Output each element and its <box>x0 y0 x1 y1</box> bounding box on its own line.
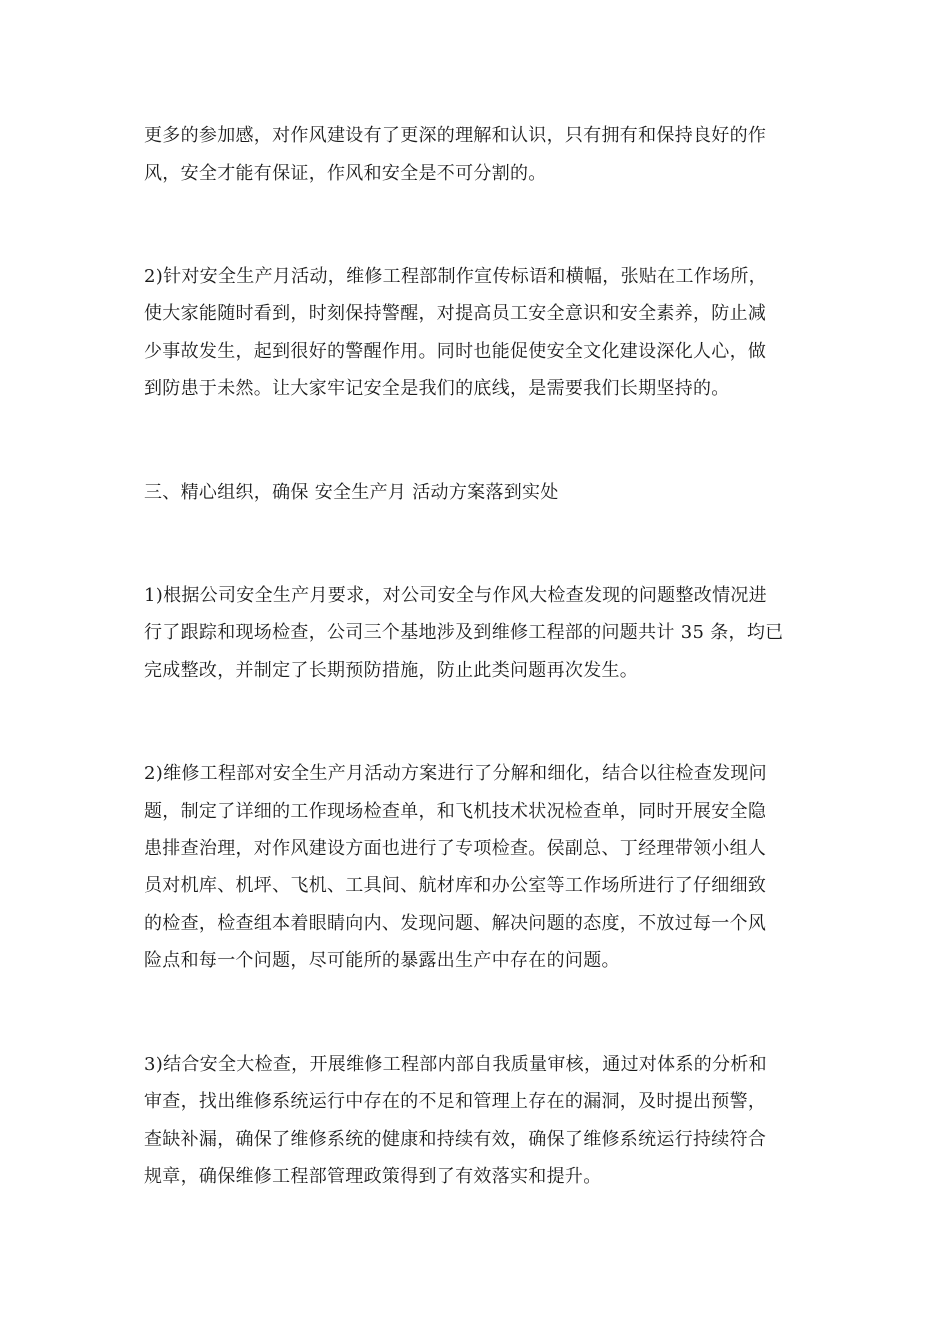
text-line: 险点和每一个问题，尽可能所的暴露出生产中存在的问题。 <box>144 950 620 971</box>
text-line: 完成整改，并制定了长期预防措施，防止此类问题再次发生。 <box>144 660 639 681</box>
text-line: 风，安全才能有保证，作风和安全是不可分割的。 <box>144 163 547 184</box>
text-line: 查缺补漏，确保了维修系统的健康和持续有效，确保了维修系统运行持续符合 <box>144 1129 767 1150</box>
text-line: 员对机库、机坪、飞机、工具间、航材库和办公室等工作场所进行了仔细细致 <box>144 875 767 896</box>
text-line: 规章，确保维修工程部管理政策得到了有效落实和提升。 <box>144 1166 602 1187</box>
text-line: 的检查，检查组本着眼睛向内、发现问题、解决问题的态度，不放过每一个风 <box>144 913 767 934</box>
text-line: 2)针对安全生产月活动，维修工程部制作宣传标语和横幅，张贴在工作场所， <box>144 266 767 287</box>
text-line: 审查，找出维修系统运行中存在的不足和管理上存在的漏洞，及时提出预警， <box>144 1091 767 1112</box>
text-line: 1)根据公司安全生产月要求，对公司安全与作风大检查发现的问题整改情况进 <box>144 585 767 606</box>
text-line: 到防患于未然。让大家牢记安全是我们的底线，是需要我们长期坚持的。 <box>144 378 730 399</box>
text-line: 2)维修工程部对安全生产月活动方案进行了分解和细化，结合以往检查发现问 <box>144 763 767 784</box>
text-line: 少事故发生，起到很好的警醒作用。同时也能促使安全文化建设深化人心，做 <box>144 341 767 362</box>
heading-text: 三、精心组织，确保 安全生产月 活动方案落到实处 <box>144 482 559 503</box>
text-line: 更多的参加感，对作风建设有了更深的理解和认识，只有拥有和保持良好的作 <box>144 125 767 146</box>
text-line: 行了跟踪和现场检查，公司三个基地涉及到维修工程部的问题共计 35 条，均已 <box>144 622 784 643</box>
text-line: 患排查治理，对作风建设方面也进行了专项检查。侯副总、丁经理带领小组人 <box>144 838 767 859</box>
text-line: 使大家能随时看到，时刻保持警醒，对提高员工安全意识和安全素养，防止减 <box>144 303 767 324</box>
text-line: 3)结合安全大检查，开展维修工程部内部自我质量审核，通过对体系的分析和 <box>144 1054 767 1075</box>
text-line: 题，制定了详细的工作现场检查单，和飞机技术状况检查单，同时开展安全隐 <box>144 801 767 822</box>
